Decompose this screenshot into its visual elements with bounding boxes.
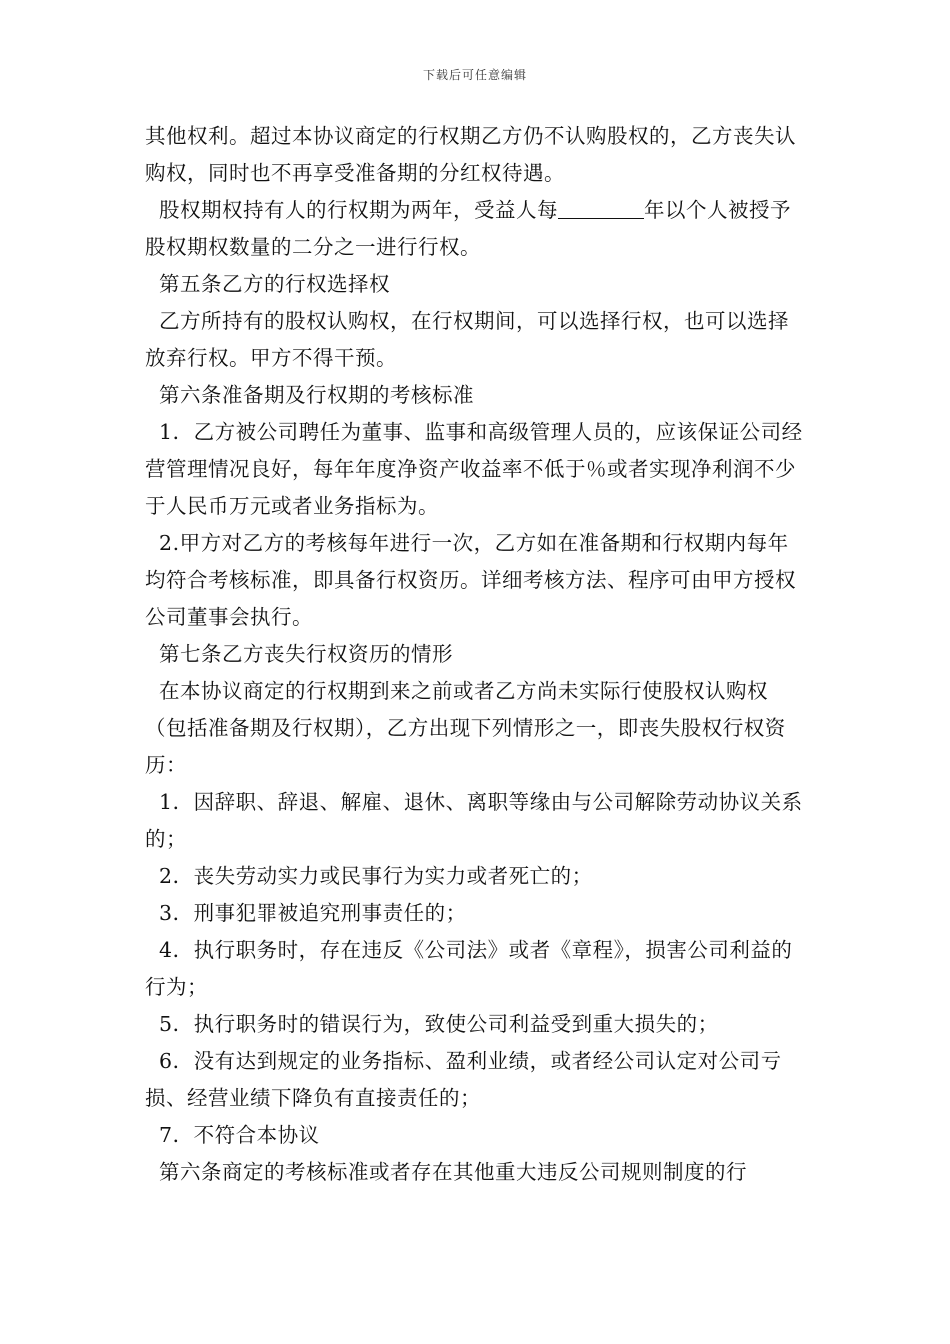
list-item: 6．没有达到规定的业务指标、盈利业绩，或者经公司认定对公司亏损、经营业绩下降负有直接责任的； — [145, 1049, 782, 1110]
paragraph-with-blank — [145, 192, 807, 266]
list-item: 1．乙方被公司聘任为董事、监事和高级管理人员的，应该保证公司经营管理情况良好，每年年度净资产收益率不低于％或者实现净利润不少于人民币万元或者业务指标为。 — [145, 420, 803, 518]
paragraph: 其他权利。超过本协议商定的行权期乙方仍不认购股权的，乙方丧失认购权，同时也不再享受准备期的分红权待遇。 — [145, 124, 796, 185]
document-body — [145, 118, 807, 1191]
list-item: 2．丧失劳动实力或民事行为实力或者死亡的； — [145, 864, 593, 888]
list-item: 7．不符合本协议 — [145, 1123, 320, 1147]
paragraph: 在本协议商定的行权期到来之前或者乙方尚未实际行使股权认购权（包括准备期及行权期），乙方出现下列情形之一，即丧失股权行权资历： — [145, 679, 786, 777]
page-header: 下载后可任意编辑 — [422, 68, 527, 82]
list-item: 1．因辞职、辞退、解雇、退休、离职等缘由与公司解除劳动协议关系的； — [145, 790, 803, 851]
paragraph-text-before-blank: 股权期权持有人的行权期为两年，受益人每 — [145, 198, 559, 222]
paragraph: 乙方所持有的股权认购权，在行权期间，可以选择行权，也可以选择放弃行权。甲方不得干预。 — [145, 309, 790, 370]
section-heading: 第七条乙方丧失行权资历的情形 — [145, 642, 454, 666]
paragraph: 第六条商定的考核标准或者存在其他重大违反公司规则制度的行 — [145, 1160, 748, 1184]
section-heading: 第五条乙方的行权选择权 — [145, 272, 391, 296]
list-item: 3．刑事犯罪被追究刑事责任的； — [145, 901, 467, 925]
section-heading: 第六条准备期及行权期的考核标准 — [145, 383, 475, 407]
list-item: 5．执行职务时的错误行为，致使公司利益受到重大损失的； — [145, 1012, 719, 1036]
list-item: 4．执行职务时，存在违反《公司法》或者《章程》，损害公司利益的行为； — [145, 938, 793, 999]
fill-in-blank — [558, 198, 644, 219]
list-item: 2.甲方对乙方的考核每年进行一次，乙方如在准备期和行权期内每年均符合考核标准，即具备行权资历。详细考核方法、程序可由甲方授权公司董事会执行。 — [145, 531, 796, 629]
paragraph-text-after-blank: 年以个人被授予股权期权数量的二分之一进行行权。 — [145, 198, 792, 259]
